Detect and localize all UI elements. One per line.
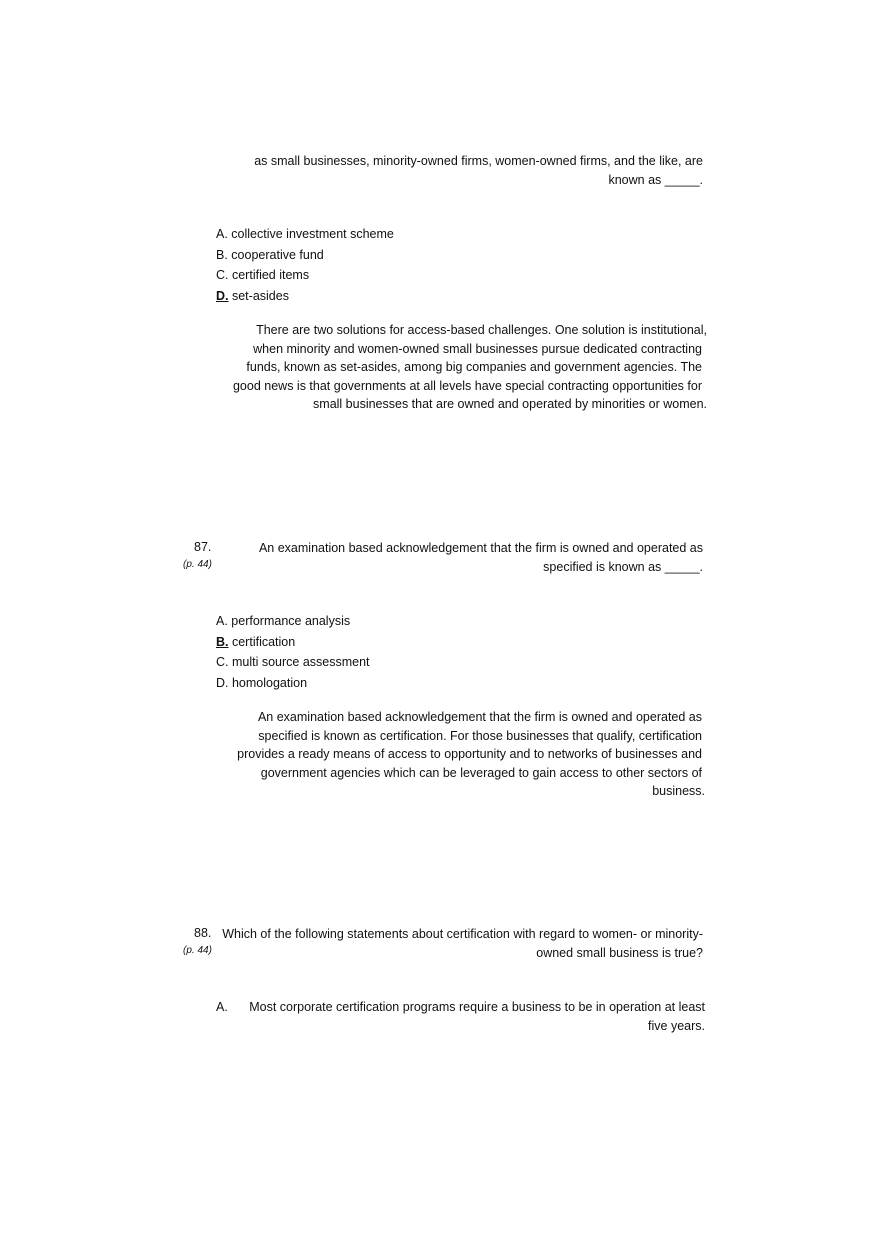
question-88-page-ref: (p. 44) bbox=[183, 945, 212, 956]
option-letter: D. bbox=[216, 675, 229, 690]
question-87-explanation bbox=[218, 708, 705, 801]
option-text-line-2: five years. bbox=[648, 1019, 705, 1033]
option-letter: A. bbox=[216, 1000, 228, 1014]
explanation-line: good news is that governments at all levels have special contracting opportunities for bbox=[232, 378, 702, 393]
option-letter: C. bbox=[216, 268, 229, 282]
option-text: certification bbox=[231, 634, 296, 649]
question-88-text bbox=[214, 925, 703, 962]
question-86-text-line-2: known as _____. bbox=[608, 172, 703, 187]
option-c bbox=[216, 652, 370, 673]
option-letter: B. bbox=[216, 247, 228, 262]
question-88-text-line-2: owned small business is true? bbox=[536, 945, 703, 960]
question-86-text-line-1: as small businesses, minority-owned firms, women-owned firms, and the like, are bbox=[254, 154, 703, 168]
question-87-text bbox=[240, 539, 703, 576]
option-text: performance analysis bbox=[231, 614, 351, 628]
option-text: certified items bbox=[231, 268, 310, 282]
correct-answer-letter: B. bbox=[216, 634, 229, 649]
explanation-line: business. bbox=[652, 784, 705, 798]
option-c bbox=[216, 265, 394, 286]
option-b-correct bbox=[216, 632, 370, 653]
explanation-line: small businesses that are owned and operated by minorities or women. bbox=[313, 397, 707, 411]
option-d bbox=[216, 673, 370, 694]
question-87-text-line-2: specified is known as _____. bbox=[543, 559, 703, 574]
question-87-text-line-1: An examination based acknowledgement that the firm is owned and operated as bbox=[258, 541, 703, 555]
option-a bbox=[216, 224, 394, 245]
option-a bbox=[216, 611, 370, 632]
option-d-correct bbox=[216, 286, 394, 307]
explanation-line: government agencies which can be leveraged to gain access to other sectors of bbox=[260, 765, 702, 780]
question-86-text bbox=[240, 152, 703, 189]
explanation-line: provides a ready means of access to opportunity and to networks of businesses and bbox=[237, 747, 702, 761]
option-text: multi source assessment bbox=[231, 655, 370, 669]
question-86-explanation bbox=[218, 321, 707, 414]
option-b bbox=[216, 245, 394, 266]
question-86-options bbox=[216, 224, 394, 306]
question-88-text-line-1: Which of the following statements about certification with regard to women- or minority- bbox=[222, 927, 703, 941]
question-87-number: 87. bbox=[194, 540, 212, 554]
option-letter: A. bbox=[216, 227, 228, 241]
question-88-option-a bbox=[216, 998, 705, 1036]
option-text bbox=[216, 998, 705, 1036]
explanation-line: specified is known as certification. For those businesses that qualify, certification bbox=[258, 728, 702, 743]
option-text: cooperative fund bbox=[231, 247, 324, 262]
option-text: set-asides bbox=[231, 288, 289, 303]
explanation-line: There are two solutions for access-based challenges. One solution is institutional, bbox=[256, 323, 707, 337]
option-text: homologation bbox=[231, 675, 308, 690]
question-88-number: 88. bbox=[194, 926, 212, 940]
correct-answer-letter: D. bbox=[216, 288, 229, 303]
option-letter: C. bbox=[216, 655, 229, 669]
option-text: collective investment scheme bbox=[231, 227, 394, 241]
explanation-line: An examination based acknowledgement that the firm is owned and operated as bbox=[257, 710, 702, 724]
option-text-line-1: Most corporate certification programs require a business to be in operation at least bbox=[249, 1000, 705, 1014]
question-87-options bbox=[216, 611, 370, 693]
question-87-page-ref: (p. 44) bbox=[183, 559, 212, 570]
option-letter: A. bbox=[216, 614, 228, 628]
explanation-line: funds, known as set-asides, among big companies and government agencies. The bbox=[246, 360, 702, 374]
explanation-line: when minority and women-owned small businesses pursue dedicated contracting bbox=[253, 341, 702, 356]
